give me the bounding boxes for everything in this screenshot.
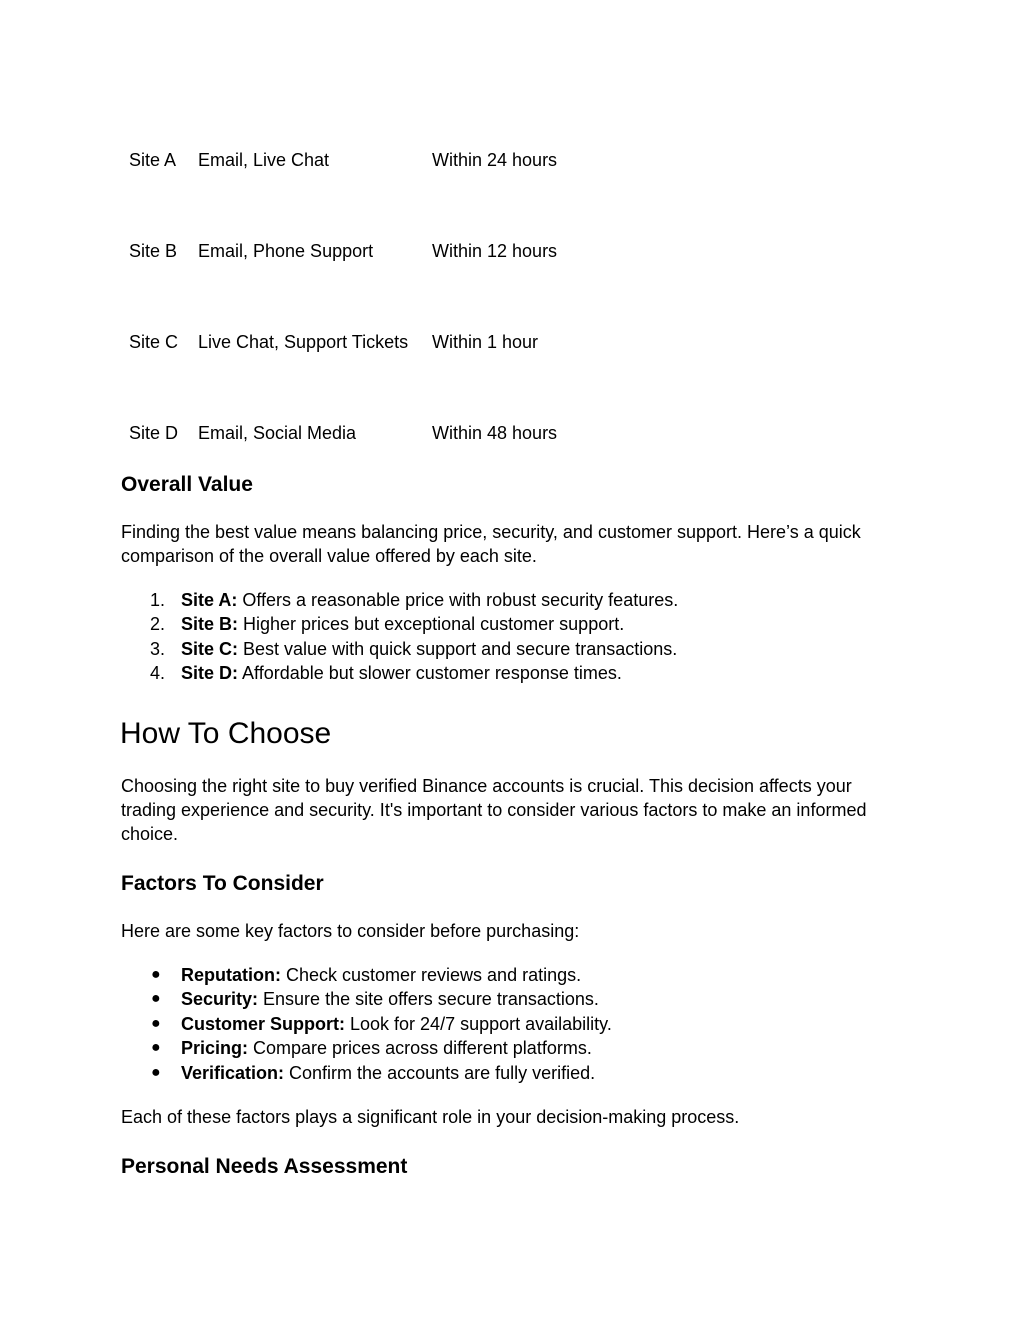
bullet-marker: ●: [151, 966, 161, 983]
contact-cell: Email, Social Media: [198, 423, 357, 443]
item-text: Confirm the accounts are fully verified.: [284, 1062, 596, 1083]
item-label: Customer Support:: [181, 1013, 345, 1034]
table-row: [120, 322, 602, 413]
support-comparison-table: [120, 140, 602, 504]
list-item: [121, 1061, 612, 1085]
item-label: Verification:: [181, 1062, 285, 1083]
list-item: [121, 637, 678, 661]
list-marker: 4.: [150, 663, 166, 684]
item-label: Pricing:: [181, 1038, 249, 1059]
item-text: Best value with quick support and secure transactions.: [238, 638, 678, 659]
contact-cell: Email, Phone Support: [198, 241, 374, 261]
item-text: Compare prices across different platforms.: [248, 1038, 592, 1059]
item-text: Look for 24/7 support availability.: [345, 1013, 612, 1034]
table-row: [120, 140, 602, 231]
bullet-marker: ●: [151, 1039, 161, 1057]
site-cell: Site D: [129, 423, 179, 443]
list-item: [121, 987, 612, 1011]
list-item: [121, 963, 612, 987]
item-text: Ensure the site offers secure transactions.: [258, 989, 599, 1010]
item-text: Offers a reasonable price with robust security features.: [237, 590, 679, 610]
list-marker: 1.: [150, 590, 166, 610]
item-label: Site D:: [181, 663, 239, 684]
list-item: [121, 612, 678, 636]
list-item: [121, 661, 678, 685]
factors-heading: Factors To Consider: [121, 872, 324, 895]
contact-cell: Live Chat, Support Tickets: [198, 332, 409, 352]
overall-value-heading: Overall Value: [121, 473, 253, 496]
item-text: Check customer reviews and ratings.: [280, 965, 582, 985]
response-cell: Within 1 hour: [432, 332, 539, 352]
response-cell: Within 12 hours: [432, 241, 558, 261]
response-cell: Within 24 hours: [432, 150, 558, 170]
bullet-marker: ●: [151, 1014, 161, 1032]
how-to-choose-intro: Choosing the right site to buy verified Binance accounts is crucial. This decision affects your trading experience and security. It's important to consider various factors to make an informed choice.: [121, 776, 867, 844]
response-cell: Within 48 hours: [432, 423, 558, 443]
personal-needs-heading: Personal Needs Assessment: [121, 1155, 408, 1178]
bullet-marker: ●: [151, 990, 161, 1008]
item-label: Reputation:: [181, 965, 281, 985]
overall-value-list: [121, 588, 678, 686]
how-to-choose-heading: How To Choose: [120, 717, 332, 750]
item-text: Affordable but slower customer response times.: [238, 663, 622, 684]
list-item: [121, 1012, 612, 1036]
item-label: Site A:: [181, 590, 238, 610]
overall-value-intro: Finding the best value means balancing price, security, and customer support. Here’s a quick comparison of the overall value offered by each site.: [121, 522, 861, 566]
site-cell: Site B: [129, 241, 178, 261]
bullet-marker: ●: [151, 1063, 161, 1081]
item-label: Site B:: [181, 614, 239, 635]
contact-cell: Email, Live Chat: [198, 150, 330, 170]
factors-intro: Here are some key factors to consider before purchasing:: [121, 921, 580, 941]
site-cell: Site C: [129, 332, 179, 352]
list-marker: 2.: [150, 614, 166, 635]
list-item: [121, 1036, 612, 1060]
item-label: Security:: [181, 989, 259, 1010]
list-marker: 3.: [150, 638, 166, 659]
site-cell: Site A: [129, 150, 177, 170]
table-row: [120, 231, 602, 322]
factors-list: [121, 963, 612, 1085]
list-item: [121, 588, 678, 612]
factors-outro: Each of these factors plays a significant role in your decision-making process.: [121, 1107, 740, 1127]
item-text: Higher prices but exceptional customer support.: [238, 614, 625, 635]
item-label: Site C:: [181, 638, 239, 659]
